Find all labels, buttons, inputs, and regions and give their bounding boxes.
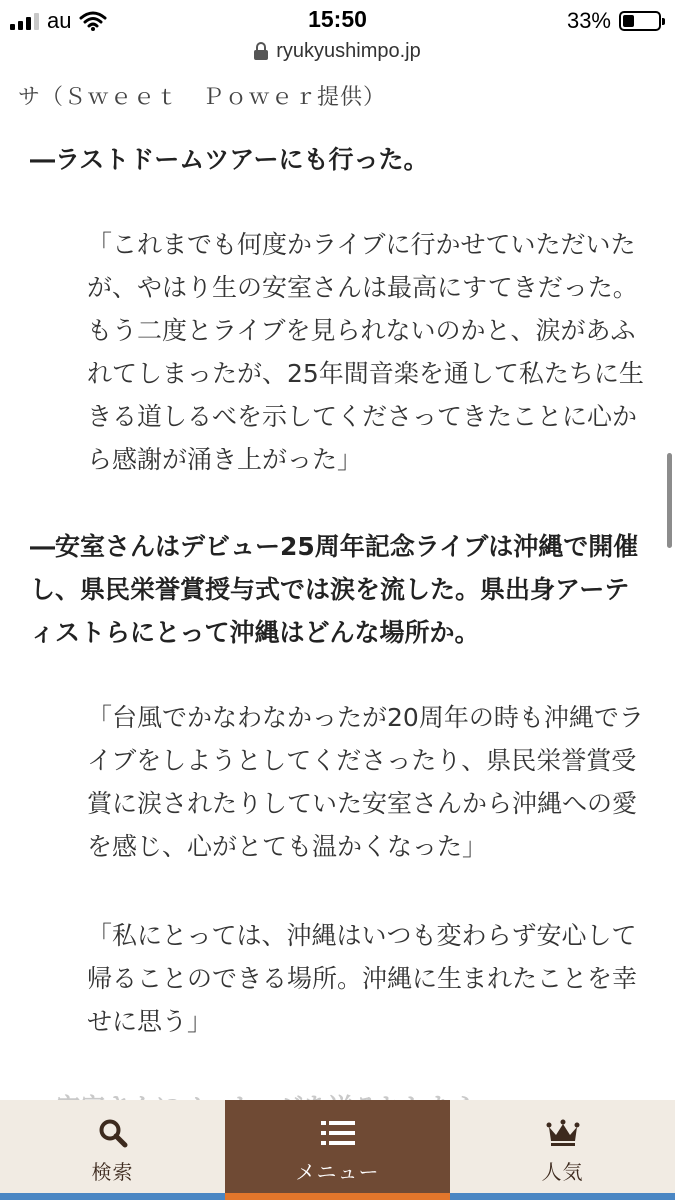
battery-fill [623,15,634,27]
battery-percent: 33% [566,8,611,33]
carrier-name: au [47,8,72,33]
lock-icon [254,42,268,60]
url-bar[interactable] [0,36,675,66]
nav-popular-label: 人気 [541,1160,584,1184]
nav-accent-strip [0,1193,225,1200]
status-bar [0,0,675,40]
nav-accent-strip [450,1193,675,1200]
interview-question: ―安室さんはデビュー25周年記念ライブは沖縄で開催し、県民栄誉賞授与式では涙を流した。県出身アーティストらにとって沖縄はどんな場所か。 [30,532,639,647]
nav-search-label: 検索 [91,1160,134,1184]
menu-icon [321,1118,355,1148]
interview-answer: 「これまでも何度かライブに行かせていただいたが、やはり生の安室さんは最高にすてきだった。もう二度とライブを見られないのかと、涙があふれてしまったが、25年間音楽を通して私たちに生きる道しるべを示してくださってきたことに心から感謝が涌き上がった」 [87,230,644,474]
bottom-nav [0,1100,675,1200]
status-time: 15:50 [308,6,367,32]
nav-search-button[interactable] [0,1100,225,1200]
nav-popular-button[interactable] [450,1100,675,1200]
nav-menu-button[interactable] [225,1100,450,1200]
search-icon [96,1118,130,1148]
interview-answer: 「台風でかなわなかったが20周年の時も沖縄でライブをしようとしてくださったり、県民栄誉賞受賞に涙されたりしていた安室さんから沖縄への愛を感じ、心がとても温かくなった」 [87,703,644,861]
scrollbar-thumb[interactable] [667,453,672,548]
photo-caption: サ（Ｓｗｅｅｔ Ｐｏｗｅｒ提供） [18,85,387,110]
interview-answer: 「私にとっては、沖縄はいつも変わらず安心して帰ることのできる場所。沖縄に生まれたことを幸せに思う」 [87,921,638,1036]
interview-question: ―ラストドームツアーにも行った。 [30,145,429,174]
status-right [567,8,661,34]
battery-icon [619,11,661,31]
url-text: ryukyushimpo.jp [276,39,421,62]
nav-menu-label: メニュー [295,1160,380,1184]
crown-icon [546,1118,580,1148]
nav-accent-strip [225,1193,450,1200]
